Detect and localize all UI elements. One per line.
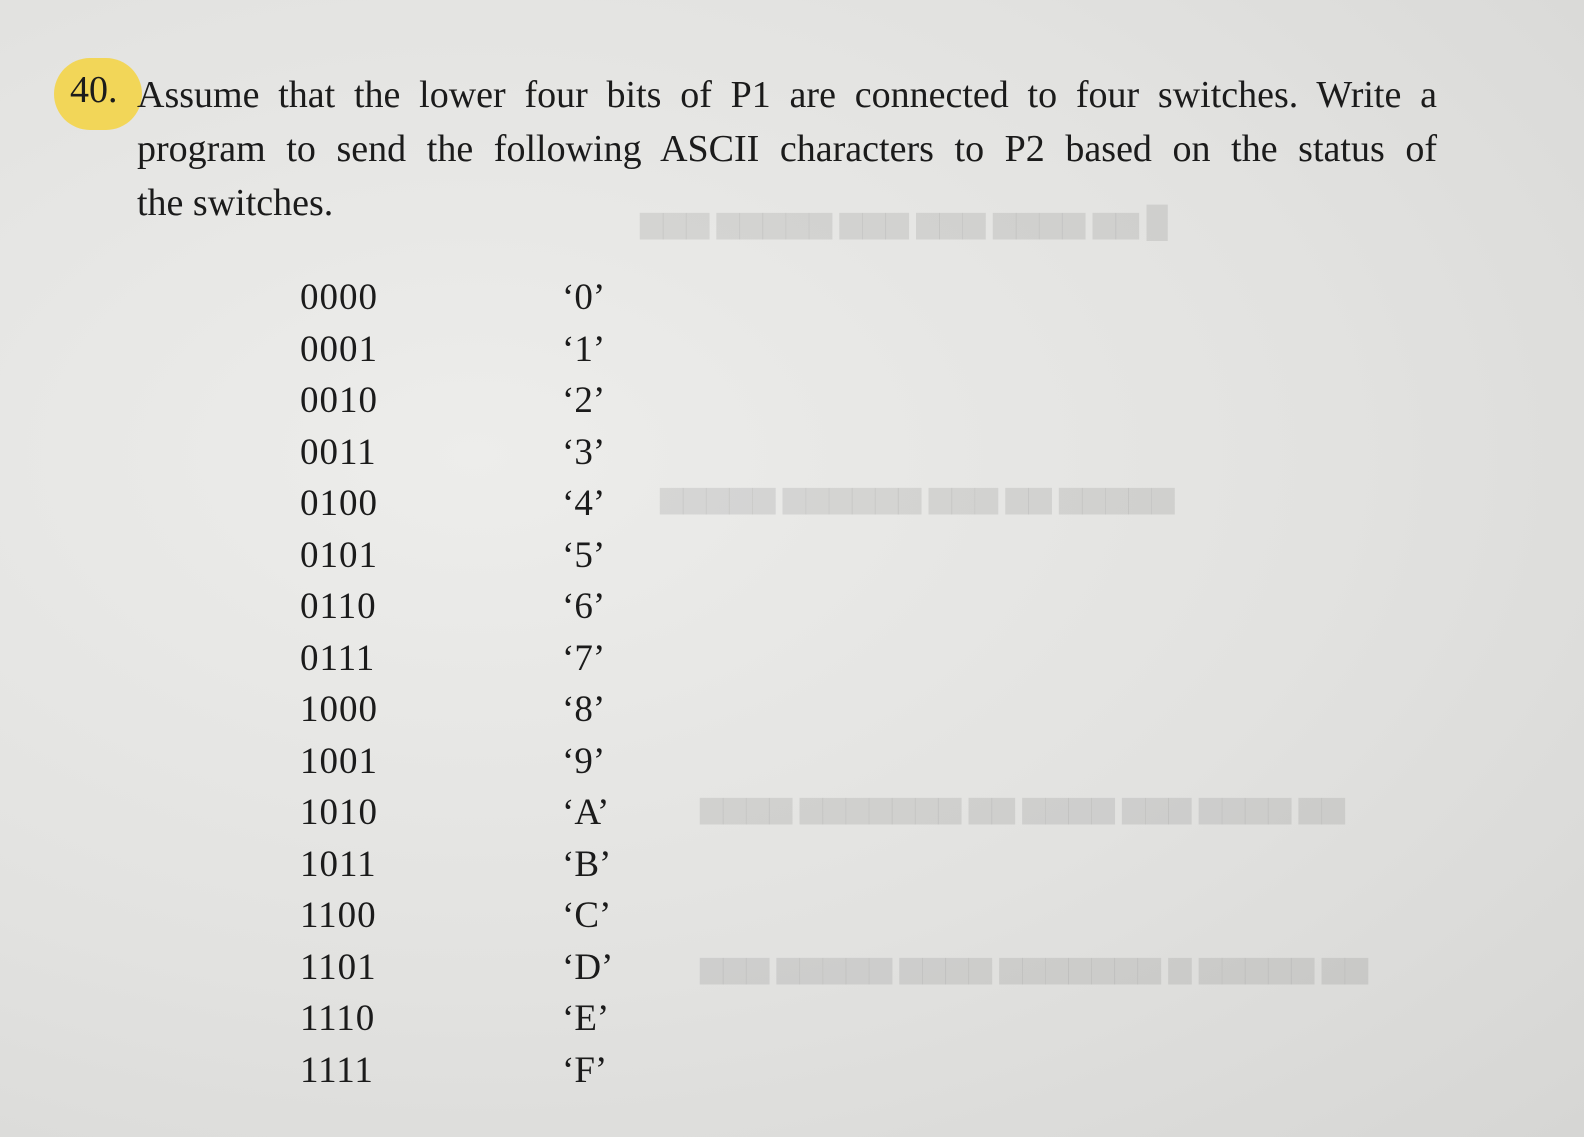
statement-line-2: program to send the following ASCII characters to P2 based on the status of: [137, 128, 1437, 170]
ascii-char: ‘6’: [562, 586, 606, 627]
bleed-through-texture: ▆▆ ▆▆▆▆ ▆▆▆ ▆▆▆▆ ▆▆ ▆▆▆▆▆▆▆ ▆▆▆▆: [700, 791, 1345, 824]
ascii-char: ‘E’: [562, 998, 610, 1039]
ascii-char: ‘B’: [562, 843, 612, 885]
ascii-char: ‘2’: [562, 380, 606, 421]
switch-bits: 0011: [300, 431, 377, 473]
switch-bits: 0100: [300, 483, 378, 524]
switch-bits: 0001: [300, 328, 378, 370]
switch-bits: 1001: [300, 740, 378, 782]
ascii-char: ‘F’: [562, 1049, 608, 1091]
problem-number: 40.: [70, 69, 118, 111]
bleed-through-texture: ▆▆▆▆▆ ▆▆ ▆▆▆ ▆▆▆▆▆▆ ▆▆▆▆▆: [660, 481, 1175, 514]
statement-line-3: the switches.: [137, 182, 334, 224]
ascii-char: ‘7’: [562, 637, 606, 679]
problem-statement: [137, 68, 1437, 230]
ascii-char: ‘8’: [562, 689, 606, 730]
switch-bits: 1011: [300, 843, 377, 885]
bleed-through-texture: ▆▆ ▆▆▆▆▆ ▆ ▆▆▆▆▆▆▆ ▆▆▆▆ ▆▆▆▆▆ ▆▆▆: [700, 951, 1368, 984]
ascii-char: ‘9’: [562, 740, 606, 782]
switch-bits: 0000: [300, 277, 378, 318]
switch-bits: 0010: [300, 380, 378, 421]
ascii-char: ‘0’: [562, 277, 606, 318]
switch-bits: 1111: [300, 1049, 374, 1091]
switch-bits: 1100: [300, 895, 377, 936]
ascii-char: ‘5’: [562, 534, 606, 576]
switch-bits: 1010: [300, 792, 378, 833]
switch-bits: 1110: [300, 998, 376, 1039]
statement-line-1: Assume that the lower four bits of P1 are connected to four switches. Write a: [137, 74, 1437, 116]
ascii-char: ‘A’: [562, 792, 610, 833]
bleed-through-texture: █ ▆▆ ▆▆▆▆ ▆▆▆ ▆▆▆ ▆▆▆▆▆ ▆▆▆: [640, 206, 1168, 239]
switch-bits: 0101: [300, 534, 378, 576]
switch-bits: 0111: [300, 637, 376, 679]
switch-bits: 0110: [300, 586, 377, 627]
ascii-char: ‘C’: [562, 895, 612, 936]
ascii-char: ‘1’: [562, 328, 606, 370]
ascii-char: ‘4’: [562, 483, 606, 524]
ascii-char: ‘3’: [562, 431, 606, 473]
switch-bits: 1101: [300, 946, 377, 988]
ascii-char: ‘D’: [562, 946, 614, 988]
switch-bits: 1000: [300, 689, 378, 730]
